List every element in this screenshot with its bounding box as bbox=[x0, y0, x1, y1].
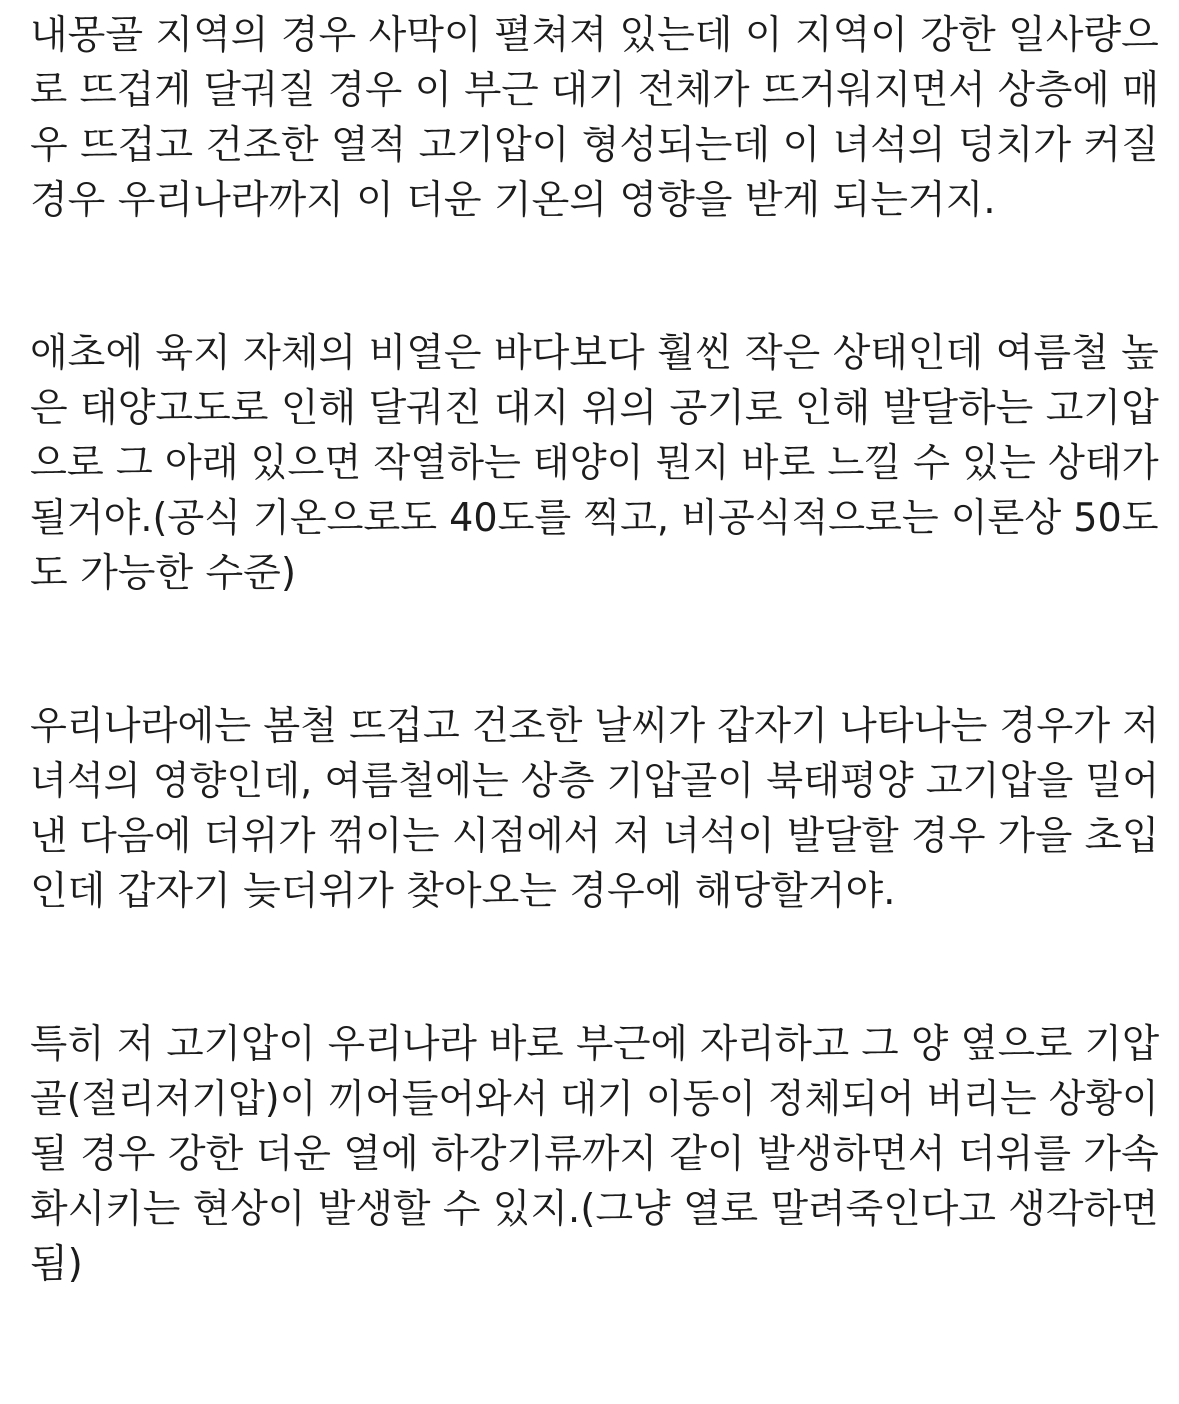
paragraph-4 bbox=[30, 1017, 1160, 1292]
text-line: 녀석의 영향인데, 여름철에는 상층 기압골이 북태평양 고기압을 밀어 bbox=[30, 759, 1160, 804]
text-line: 됨) bbox=[30, 1242, 83, 1287]
text-line: 경우 우리나라까지 이 더운 기온의 영향을 받게 되는거지. bbox=[30, 178, 996, 223]
text-line: 우 뜨겁고 건조한 열적 고기압이 형성되는데 이 녀석의 덩치가 커질 bbox=[30, 123, 1159, 168]
paragraph-2 bbox=[30, 326, 1159, 601]
text-line: 특히 저 고기압이 우리나라 바로 부근에 자리하고 그 양 옆으로 기압 bbox=[30, 1022, 1160, 1067]
paragraph-spacer bbox=[30, 228, 1155, 326]
text-line: 될거야.(공식 기온으로도 40도를 찍고, 비공식적으로는 이론상 50도 bbox=[30, 496, 1159, 541]
text-line: 로 뜨겁게 달궈질 경우 이 부근 대기 전체가 뜨거워지면서 상층에 매 bbox=[30, 68, 1160, 113]
text-line: 애초에 육지 자체의 비열은 바다보다 훨씬 작은 상태인데 여름철 높 bbox=[30, 331, 1159, 376]
paragraph-3 bbox=[30, 699, 1160, 919]
text-line: 낸 다음에 더위가 꺾이는 시점에서 저 녀석이 발달할 경우 가을 초입 bbox=[30, 814, 1160, 859]
text-line: 인데 갑자기 늦더위가 찾아오는 경우에 해당할거야. bbox=[30, 869, 896, 914]
paragraph-1 bbox=[30, 8, 1160, 228]
paragraph-spacer bbox=[30, 601, 1155, 699]
text-line: 내몽골 지역의 경우 사막이 펼쳐져 있는데 이 지역이 강한 일사량으 bbox=[30, 13, 1159, 58]
text-line: 골(절리저기압)이 끼어들어와서 대기 이동이 정체되어 버리는 상황이 bbox=[30, 1077, 1159, 1122]
paragraph-spacer bbox=[30, 919, 1155, 1017]
text-line: 도 가능한 수준) bbox=[30, 551, 297, 596]
text-line: 은 태양고도로 인해 달궈진 대지 위의 공기로 인해 발달하는 고기압 bbox=[30, 386, 1159, 431]
text-line: 화시키는 현상이 발생할 수 있지.(그냥 열로 말려죽인다고 생각하면 bbox=[30, 1187, 1159, 1232]
text-line: 우리나라에는 봄철 뜨겁고 건조한 날씨가 갑자기 나타나는 경우가 저 bbox=[30, 704, 1160, 749]
text-line: 될 경우 강한 더운 열에 하강기류까지 같이 발생하면서 더위를 가속 bbox=[30, 1132, 1159, 1177]
text-line: 으로 그 아래 있으면 작열하는 태양이 뭔지 바로 느낄 수 있는 상태가 bbox=[30, 441, 1159, 486]
